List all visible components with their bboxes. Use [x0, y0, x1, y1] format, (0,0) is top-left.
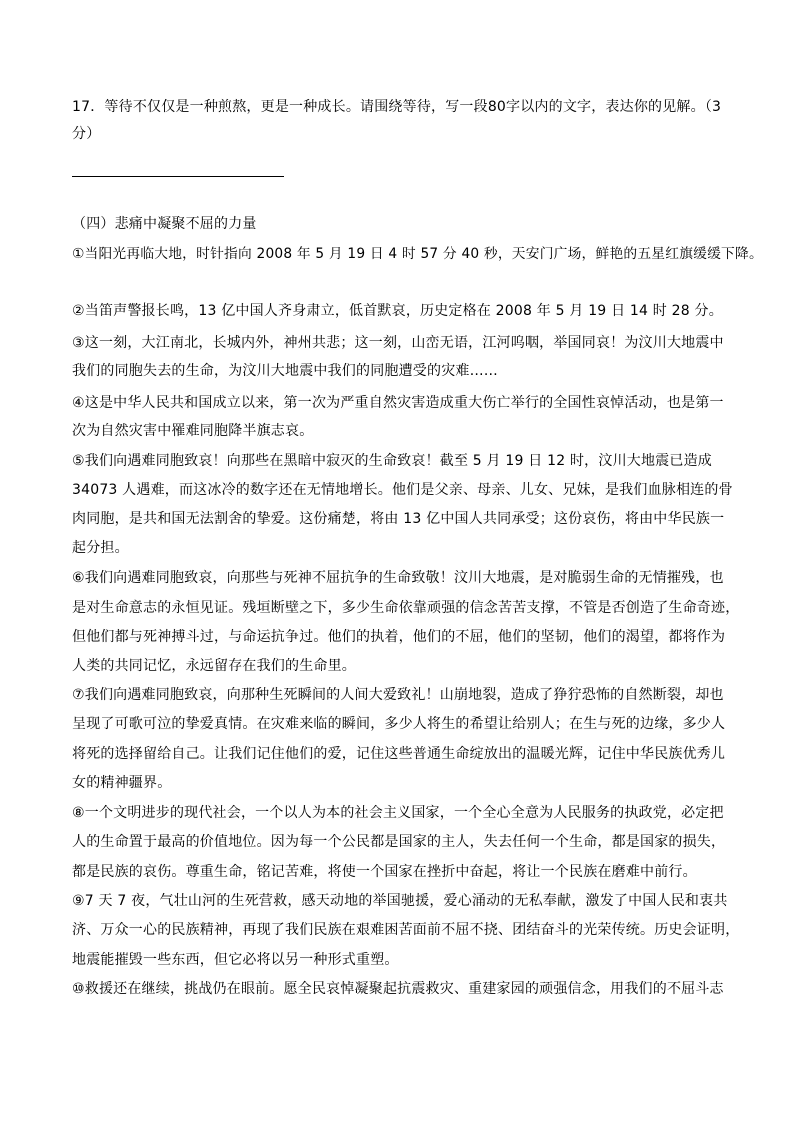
paragraph-2-line-1: ②当笛声警报长鸣，13 亿中国人齐身肃立，低首默哀，历史定格在 2008 年 5 月 19 日 14 时 28 分。	[72, 303, 723, 319]
paragraph-10-line-1: ⑩救援还在继续，挑战仍在眼前。愿全民哀悼凝聚起抗震救灾、重建家园的顽强信念，用我们的不屈斗志	[72, 981, 724, 997]
paragraph-5-line-2: 34073 人遇难，而这冰冷的数字还在无情地增长。他们是父亲、母亲、儿女、兄妹，是我们血脉相连的骨	[72, 482, 733, 498]
answer-blank-line	[72, 176, 284, 177]
paragraph-3-line-2: 我们的同胞失去的生命，为汶川大地震中我们的同胞遭受的灾难……	[72, 363, 498, 379]
paragraph-9-line-1: ⑨7 天 7 夜，气壮山河的生死营救，感天动地的举国驰援，爱心涌动的无私奉献，激发了中国人民和衷共	[72, 893, 728, 909]
paragraph-7-line-3: 将死的选择留给自己。让我们记住他们的爱，记住这些普通生命绽放出的温暖光辉，记住中华民族优秀儿	[72, 746, 726, 762]
paragraph-6-line-1: ⑥我们向遇难同胞致哀，向那些与死神不屈抗争的生命致敬！汶川大地震，是对脆弱生命的无情摧残，也	[72, 570, 724, 586]
paragraph-5-line-1: ⑤我们向遇难同胞致哀！向那些在黑暗中寂灭的生命致哀！截至 5 月 19 日 12 时，汶川大地震已造成	[72, 453, 712, 469]
paragraph-9-line-3: 地震能摧毁一些东西，但它必将以另一种形式重塑。	[72, 952, 399, 968]
paragraph-1-line-1: ①当阳光再临大地，时针指向 2008 年 5 月 19 日 4 时 57 分 40 秒，天安门广场，鲜艳的五星红旗缓缓下降。	[72, 246, 763, 262]
section-4-heading: （四）悲痛中凝聚不屈的力量	[72, 216, 257, 232]
paragraph-5-line-3: 肉同胞，是共和国无法割舍的挚爱。这份痛楚，将由 13 亿中国人共同承受；这份哀伤，将由中华民族一	[72, 511, 725, 527]
paragraph-7-line-2: 呈现了可歌可泣的挚爱真情。在灾难来临的瞬间，多少人将生的希望让给别人；在生与死的边缘，多少人	[72, 716, 726, 732]
paragraph-3-line-1: ③这一刻，大江南北，长城内外，神州共悲；这一刻，山峦无语，江河呜咽，举国同哀！为汶川大地震中	[72, 335, 724, 351]
paragraph-7-line-4: 女的精神疆界。	[72, 775, 172, 791]
paragraph-8-line-3: 都是民族的哀伤。尊重生命，铭记苦难，将使一个国家在挫折中奋起，将让一个民族在磨难中前行。	[72, 864, 697, 880]
paragraph-8-line-2: 人的生命置于最高的价值地位。因为每一个公民都是国家的主人，失去任何一个生命，都是国家的损失，	[72, 834, 726, 850]
paragraph-9-line-2: 济、万众一心的民族精神，再现了我们民族在艰难困苦面前不屈不挠、团结奋斗的光荣传统。历史会证明，	[72, 922, 740, 938]
question-17-line-1: 17．等待不仅仅是一种煎熬，更是一种成长。请围绕等待，写一段80字以内的文字，表达你的见解。（3	[72, 99, 722, 115]
paragraph-4-line-2: 次为自然灾害中罹难同胞降半旗志哀。	[72, 423, 314, 439]
paragraph-7-line-1: ⑦我们向遇难同胞致哀，向那种生死瞬间的人间大爱致礼！山崩地裂，造成了狰狞恐怖的自然断裂，却也	[72, 687, 724, 703]
paragraph-5-line-4: 起分担。	[72, 540, 129, 556]
paragraph-6-line-3: 但他们都与死神搏斗过，与命运抗争过。他们的执着，他们的不屈，他们的坚韧，他们的渴望，都将作为	[72, 629, 726, 645]
paragraph-4-line-1: ④这是中华人民共和国成立以来，第一次为严重自然灾害造成重大伤亡举行的全国性哀悼活动，也是第一	[72, 395, 724, 411]
paragraph-6-line-4: 人类的共同记忆，永远留存在我们的生命里。	[72, 658, 356, 674]
paragraph-6-line-2: 是对生命意志的永恒见证。残垣断壁之下，多少生命依靠顽强的信念苦苦支撑，不管是否创造了生命奇迹，	[72, 600, 740, 616]
paragraph-8-line-1: ⑧一个文明进步的现代社会，一个以人为本的社会主义国家，一个全心全意为人民服务的执政党，必定把	[72, 805, 724, 821]
question-17-line-2: 分）	[72, 126, 101, 142]
